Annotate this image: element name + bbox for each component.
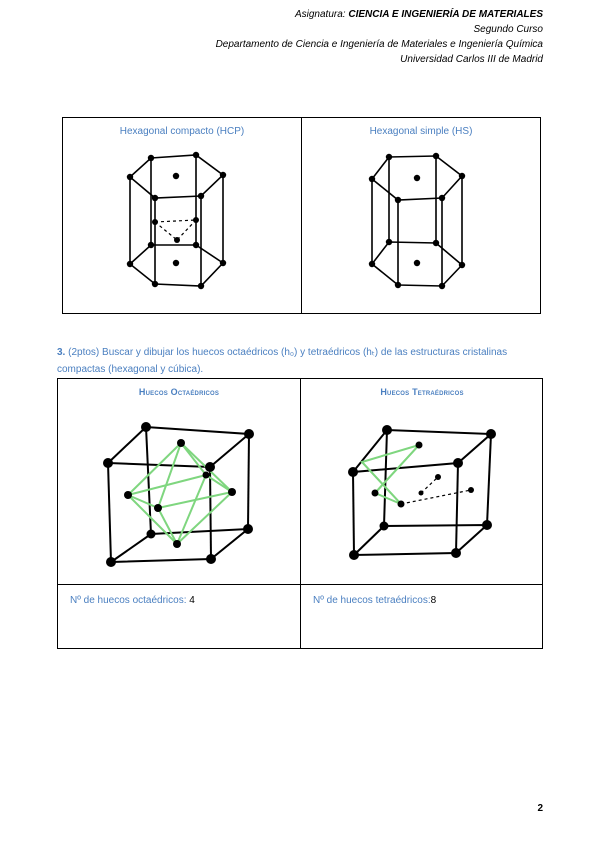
table-horizontal-divider: [58, 584, 542, 585]
question-3: [57, 344, 547, 378]
hs-drawing: [302, 118, 540, 315]
octahedral-count: Nº de huecos octaédricos: 4: [70, 595, 195, 606]
tetrahedral-drawing: [301, 379, 543, 584]
question-number: 3.: [57, 347, 66, 358]
interstitial-holes-table: [57, 378, 543, 649]
subject-name: CIENCIA E INGENIERÍA DE MATERIALES: [348, 9, 543, 20]
octahedral-title: Huecos Octaédricos: [138, 387, 220, 397]
tetrahedral-title: Huecos Tetraédricos: [380, 387, 464, 397]
university-line: Universidad Carlos III de Madrid: [400, 54, 543, 65]
octahedral-count-value: 4: [189, 595, 195, 606]
tetrahedral-count: Nº de huecos tetraédricos:8: [313, 595, 437, 606]
hcp-title: Hexagonal compacto (HCP): [119, 126, 245, 137]
octahedral-drawing: [58, 379, 300, 584]
page-header: [216, 7, 543, 67]
department-line: Departamento de Ciencia e Ingeniería de Materiales e Ingeniería Química: [215, 39, 543, 50]
hexagonal-structures-table: [62, 117, 541, 314]
tetrahedral-count-value: 8: [430, 595, 437, 606]
hcp-drawing: [63, 118, 301, 315]
page-number: 2: [537, 803, 543, 814]
subject-line: Asignatura: CIENCIA E INGENIERÍA DE MATERIALES: [294, 9, 543, 20]
hs-title: Hexagonal simple (HS): [369, 126, 473, 137]
course-line: Segundo Curso: [473, 24, 543, 35]
question-text: (2ptos) Buscar y dibujar los huecos octaédricos (h₀) y tetraédricos (hₜ) de las estructuras cristalinas compactas (hexagonal y cúbica).: [57, 347, 508, 375]
